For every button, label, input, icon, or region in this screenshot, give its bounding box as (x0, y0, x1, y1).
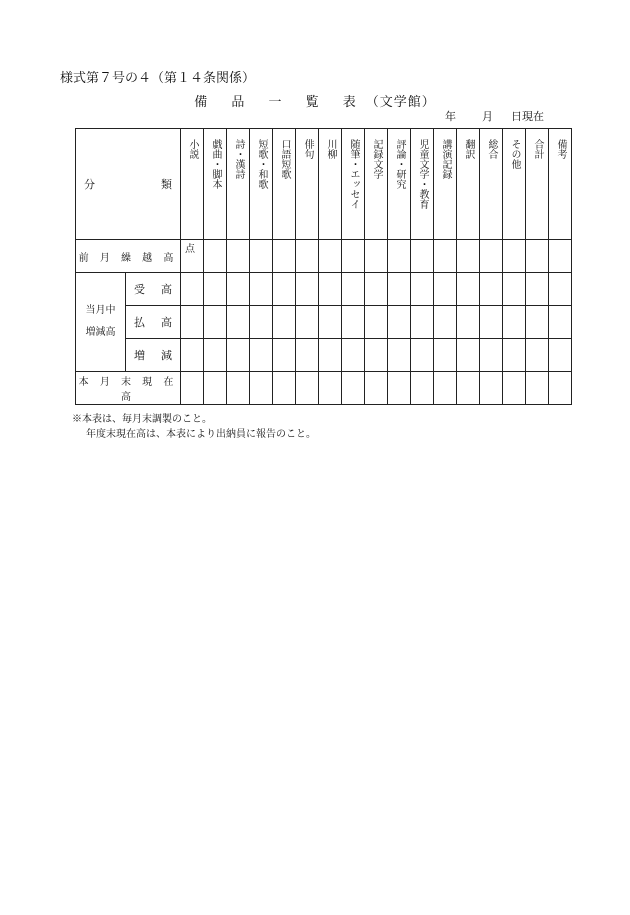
table-cell[interactable] (365, 240, 388, 273)
column-header-label: 短歌・和歌 (256, 139, 267, 189)
table-cell[interactable] (503, 273, 526, 306)
table-cell[interactable] (342, 273, 365, 306)
column-header (457, 129, 480, 240)
column-header (342, 129, 365, 240)
table-cell[interactable] (365, 372, 388, 405)
paid-row (76, 306, 572, 339)
table-cell[interactable] (388, 306, 411, 339)
table-cell[interactable] (250, 240, 273, 273)
table-cell[interactable] (434, 273, 457, 306)
column-header (250, 129, 273, 240)
column-header-label: 戯曲・脚本 (210, 139, 221, 189)
column-header-label: 総合 (486, 139, 497, 159)
column-header (227, 129, 250, 240)
group-label-line2: 増減高 (85, 327, 116, 338)
column-header (526, 129, 549, 240)
column-header-label: 翻訳 (463, 139, 474, 159)
table-cell[interactable] (480, 240, 503, 273)
table-cell[interactable] (227, 306, 250, 339)
table-cell[interactable] (319, 240, 342, 273)
table-cell[interactable] (434, 372, 457, 405)
table-cell[interactable] (296, 273, 319, 306)
table-cell[interactable] (296, 372, 319, 405)
table-cell[interactable] (365, 273, 388, 306)
table-cell[interactable] (319, 339, 342, 372)
column-header-label: 口語短歌 (279, 139, 290, 179)
column-header-label: 川柳 (325, 139, 336, 159)
footnotes (72, 412, 316, 442)
table-cell[interactable] (227, 273, 250, 306)
table-cell[interactable] (480, 372, 503, 405)
table-cell[interactable] (526, 339, 549, 372)
table-cell[interactable] (181, 339, 204, 372)
table-cell[interactable] (250, 372, 273, 405)
table-cell[interactable] (388, 273, 411, 306)
table-cell[interactable] (273, 339, 296, 372)
column-header (181, 129, 204, 240)
table-cell[interactable] (503, 306, 526, 339)
table-cell[interactable] (296, 339, 319, 372)
received-label-left: 受 (134, 283, 145, 296)
table-cell[interactable] (342, 339, 365, 372)
table-cell[interactable] (549, 372, 572, 405)
table-cell[interactable] (434, 240, 457, 273)
table-cell[interactable] (480, 273, 503, 306)
paid-label-left: 払 (134, 316, 145, 329)
received-label-right: 高 (161, 283, 172, 296)
table-cell[interactable] (342, 240, 365, 273)
table-cell[interactable] (204, 372, 227, 405)
table-cell[interactable] (204, 339, 227, 372)
table-cell[interactable] (526, 372, 549, 405)
table-cell[interactable] (319, 306, 342, 339)
table-cell[interactable] (526, 240, 549, 273)
column-header-label: 詩・漢詩 (233, 139, 244, 179)
day-label: 日現在 (511, 110, 544, 123)
table-cell[interactable] (457, 306, 480, 339)
table-cell[interactable] (365, 306, 388, 339)
column-header (480, 129, 503, 240)
month-label: 月 (482, 110, 493, 123)
column-header-label: 随筆・エッセイ (348, 139, 359, 209)
table-cell[interactable] (342, 372, 365, 405)
table-cell[interactable] (204, 240, 227, 273)
table-cell[interactable] (388, 372, 411, 405)
change-label-right: 減 (161, 349, 172, 362)
table-cell[interactable] (227, 372, 250, 405)
column-header-label: 児童文学・教育 (417, 139, 428, 209)
footnote-2: 年度末現在高は、本表により出納員に報告のこと。 (86, 429, 316, 440)
title-main: 備 品 一 覧 表 (194, 95, 366, 110)
table-cell[interactable] (365, 339, 388, 372)
table-cell[interactable] (411, 372, 434, 405)
table-cell[interactable] (549, 273, 572, 306)
form-number: 様式第７号の４（第１４条関係） (60, 71, 256, 86)
column-header (549, 129, 572, 240)
year-label: 年 (445, 110, 456, 123)
change-label (126, 339, 181, 372)
prev-balance-row (76, 240, 572, 273)
footnote-1: ※本表は、毎月末調製のこと。 (72, 414, 212, 425)
change-row (76, 339, 572, 372)
table-cell[interactable] (250, 339, 273, 372)
column-header-label: 小説 (187, 139, 198, 159)
table-cell[interactable] (503, 372, 526, 405)
column-header (273, 129, 296, 240)
table-cell[interactable] (411, 339, 434, 372)
table-cell[interactable] (549, 240, 572, 273)
table-cell[interactable] (181, 372, 204, 405)
table-cell[interactable] (549, 306, 572, 339)
group-label-line1: 当月中 (85, 305, 116, 316)
table-cell[interactable] (296, 306, 319, 339)
column-header (204, 129, 227, 240)
table-cell[interactable] (273, 240, 296, 273)
table-cell[interactable] (319, 273, 342, 306)
column-header (319, 129, 342, 240)
paid-label-right: 高 (161, 316, 172, 329)
table-cell[interactable] (411, 306, 434, 339)
category-header-left: 分 (84, 178, 95, 191)
table-cell[interactable] (204, 306, 227, 339)
column-header (296, 129, 319, 240)
table-cell[interactable] (457, 273, 480, 306)
received-label (126, 273, 181, 306)
column-header (388, 129, 411, 240)
column-header-label: 評論・研究 (394, 139, 405, 189)
received-row (76, 273, 572, 306)
table-cell[interactable] (250, 306, 273, 339)
table-cell[interactable] (388, 339, 411, 372)
unit-note: 点 (181, 240, 204, 273)
paid-label (126, 306, 181, 339)
table-cell[interactable] (388, 240, 411, 273)
column-header-label: 記録文学 (371, 139, 382, 179)
table-cell[interactable] (549, 339, 572, 372)
table-cell[interactable] (480, 306, 503, 339)
table-cell[interactable] (457, 339, 480, 372)
table-cell[interactable] (250, 273, 273, 306)
table-cell[interactable] (227, 240, 250, 273)
column-header (411, 129, 434, 240)
column-header (365, 129, 388, 240)
table-cell[interactable] (434, 306, 457, 339)
column-header (434, 129, 457, 240)
column-header-label: 合計 (532, 139, 543, 159)
current-balance-row (76, 372, 572, 405)
table-cell[interactable] (273, 372, 296, 405)
table-cell[interactable] (227, 339, 250, 372)
table-cell[interactable] (411, 240, 434, 273)
category-header (76, 129, 181, 240)
prev-balance-label: 前 月 繰 越 高 (76, 240, 181, 273)
title-suffix: （文学館） (365, 95, 436, 110)
column-header (503, 129, 526, 240)
table-cell[interactable] (273, 306, 296, 339)
table-cell[interactable] (457, 372, 480, 405)
table-cell[interactable] (181, 273, 204, 306)
table-cell[interactable] (526, 273, 549, 306)
table-cell[interactable] (342, 306, 365, 339)
monthly-change-group-label (76, 273, 126, 372)
table-cell[interactable] (181, 306, 204, 339)
table-cell[interactable] (296, 240, 319, 273)
column-header-label: 俳句 (302, 139, 313, 159)
header-row (76, 129, 572, 240)
table-cell[interactable] (526, 306, 549, 339)
inventory-table (75, 128, 572, 405)
table-cell[interactable] (503, 339, 526, 372)
table-cell[interactable] (411, 273, 434, 306)
table-cell[interactable] (204, 273, 227, 306)
table-cell[interactable] (503, 240, 526, 273)
column-header-label: その他 (509, 139, 520, 169)
column-header-label: 講演記録 (440, 139, 451, 179)
table-cell[interactable] (480, 339, 503, 372)
table-cell[interactable] (273, 273, 296, 306)
table-cell[interactable] (457, 240, 480, 273)
table-cell[interactable] (434, 339, 457, 372)
category-header-right: 類 (161, 178, 172, 191)
current-balance-label: 本 月 末 現 在 高 (76, 372, 181, 405)
table-cell[interactable] (319, 372, 342, 405)
change-label-left: 増 (134, 349, 145, 362)
column-header-label: 備考 (555, 139, 566, 159)
